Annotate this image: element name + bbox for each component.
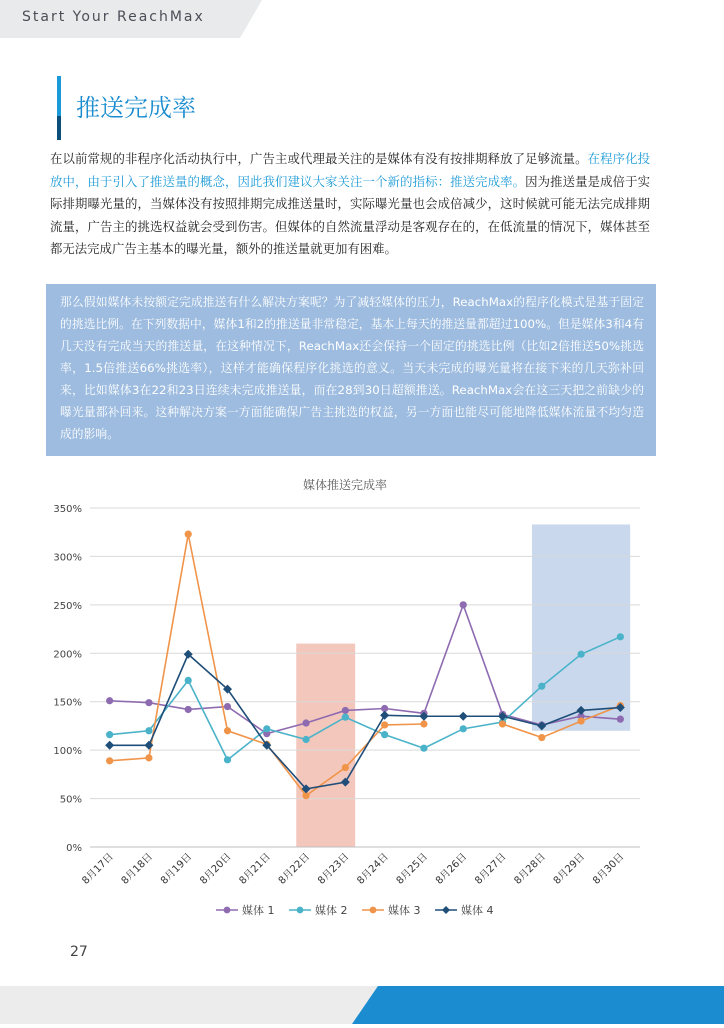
data-point-series-1 — [145, 699, 152, 706]
data-point-series-1 — [617, 716, 624, 723]
x-tick-label: 8月28日 — [512, 851, 548, 887]
x-tick-label: 8月29日 — [551, 851, 588, 887]
legend-marker-4 — [442, 906, 450, 914]
data-point-series-1 — [460, 601, 467, 608]
legend-label-4: 媒体 4 — [461, 904, 494, 917]
y-tick-label: 250% — [53, 600, 82, 612]
legend-marker-1 — [224, 907, 231, 914]
intro-paragraph — [50, 148, 650, 261]
callout-text: 那么假如媒体未按额定完成推送有什么解决方案呢？为了减轻媒体的压力，ReachMax的程序化模式是基于固定的挑选比例。在下列数据中，媒体1和2的推送量非常稳定，基本上每天的推送量都超过100%。但是媒体3和4有几天没有完成当天的推送量，在这种情况下，ReachMax还会保持一个固定的挑选比例（比如2倍推送50%挑选率，1.5倍推送66%挑选率），这样才能确保程序化挑选的意义。当天未完成的曝光量将在接下来的几天弥补回来，比如媒体3在22和23日连续未完成推送量，而在28到30日超额推送。ReachMax会在这三天把之前缺少的曝光量都补回来。这种解决方案一方面能确保广告主挑选的权益，另一方面也能尽可能地降低媒体流量不均匀造成的影响。 — [60, 295, 644, 441]
highlight-range-1 — [296, 644, 355, 847]
section-title: 推送完成率 — [76, 94, 196, 122]
data-point-series-3 — [106, 757, 113, 764]
y-tick-label: 100% — [53, 746, 82, 758]
data-point-series-4 — [459, 712, 468, 721]
data-point-series-2 — [302, 736, 309, 743]
data-point-series-2 — [460, 725, 467, 732]
y-tick-label: 200% — [53, 649, 82, 661]
data-point-series-4 — [380, 711, 389, 720]
series-line-3 — [110, 534, 424, 796]
data-point-series-2 — [145, 727, 152, 734]
chart-container — [0, 470, 724, 930]
data-point-series-3 — [145, 754, 152, 761]
x-tick-label: 8月20日 — [198, 851, 234, 887]
data-point-series-3 — [224, 727, 231, 734]
y-tick-label: 50% — [59, 794, 82, 806]
data-point-series-2 — [224, 756, 231, 763]
x-tick-label: 8月22日 — [276, 851, 313, 887]
x-tick-label: 8月18日 — [119, 851, 156, 887]
data-point-series-2 — [420, 745, 427, 752]
legend-label-1: 媒体 1 — [242, 904, 275, 917]
footer-band-shape — [0, 986, 724, 1024]
brand-name: Start Your ReachMax — [22, 9, 205, 25]
top-bar — [0, 0, 724, 38]
data-point-series-3 — [420, 720, 427, 727]
y-tick-label: 0% — [66, 843, 82, 854]
data-point-series-1 — [185, 706, 192, 713]
completion-rate-chart — [0, 470, 724, 930]
title-accent-bar-dark — [57, 116, 61, 140]
y-tick-label: 300% — [53, 552, 82, 564]
data-point-series-2 — [185, 677, 192, 684]
x-tick-label: 8月17日 — [80, 851, 116, 887]
legend-marker-3 — [370, 907, 377, 914]
legend-label-2: 媒体 2 — [315, 904, 348, 917]
x-tick-label: 8月24日 — [355, 851, 391, 887]
x-tick-label: 8月27日 — [473, 851, 509, 887]
intro-text-b: 因为推送量是成倍于实际排期曝光量的，当媒体没有按照排期完成推送量时，实际曝光量也会成倍减少，这时候就可能无法完成排期流量，广告主的挑选权益就会受到伤害。但媒体的自然流量浮动是客观存在的，在低流量的情况下，媒体甚至都无法完成广告主基本的曝光量，额外的推送量就更加有困难。 — [50, 173, 651, 256]
x-tick-label: 8月23日 — [316, 851, 352, 887]
data-point-series-2 — [381, 731, 388, 738]
y-tick-label: 150% — [53, 697, 82, 709]
data-point-series-2 — [263, 725, 270, 732]
x-tick-label: 8月21日 — [237, 851, 273, 887]
data-point-series-4 — [105, 741, 114, 750]
data-point-series-2 — [342, 714, 349, 721]
data-point-series-3 — [381, 721, 388, 728]
data-point-series-3 — [342, 764, 349, 771]
legend-marker-2 — [297, 907, 304, 914]
highlight-range-2 — [532, 524, 630, 730]
y-tick-label: 350% — [53, 504, 82, 515]
bottom-band — [0, 986, 724, 1024]
callout-box — [46, 284, 656, 456]
intro-text-a: 在以前常规的非程序化活动执行中，广告主或代理最关注的是媒体有没有按排期释放了足够流量。 — [50, 151, 588, 166]
data-point-series-2 — [617, 633, 624, 640]
data-point-series-3 — [185, 531, 192, 538]
legend-label-3: 媒体 3 — [388, 904, 421, 917]
data-point-series-1 — [342, 707, 349, 714]
data-point-series-1 — [224, 703, 231, 710]
intro-highlight-text: 在程序化投放中，由于引入了推送量的概念，因此我们建议大家关注一个新的指标：推送完成率。 — [50, 151, 651, 189]
data-point-series-2 — [106, 731, 113, 738]
data-point-series-2 — [538, 683, 545, 690]
data-point-series-1 — [302, 719, 309, 726]
x-tick-label: 8月25日 — [394, 851, 431, 887]
data-point-series-1 — [106, 697, 113, 704]
data-point-series-3 — [577, 717, 584, 724]
chart-title: 媒体推送完成率 — [302, 478, 388, 492]
data-point-series-2 — [577, 651, 584, 658]
page-number: 27 — [70, 944, 88, 960]
x-tick-label: 8月30日 — [591, 851, 627, 887]
x-tick-label: 8月26日 — [433, 851, 470, 887]
data-point-series-3 — [499, 720, 506, 727]
data-point-series-3 — [538, 734, 545, 741]
x-tick-label: 8月19日 — [158, 851, 195, 887]
